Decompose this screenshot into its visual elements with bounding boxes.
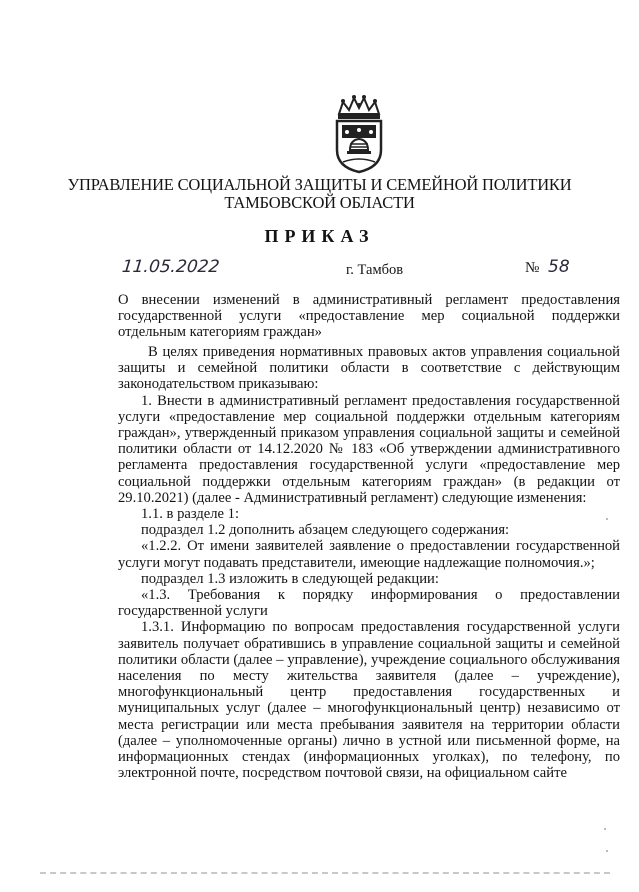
handwritten-number: 58 <box>548 257 570 277</box>
handwritten-date: 11.05.2022 <box>120 257 221 277</box>
page-edge-scan-line <box>40 872 610 876</box>
number-label: № <box>525 260 540 276</box>
body-paragraph: 1.3.1. Информацию по вопросам предоставления государственной услуги заявитель получает обратившись в управление социальной защиты и семейной политики области (далее – управление), учреждение социального обслуживания населения по месту жительства заявителя (далее – учреждение), многофункциональный центр предоставления государственных и муниципальных услуг (далее – многофункциональный центр) независимо от места регистрации или места пребывания заявителя на территории области (далее – уполномоченные органы) лично в устной или письменной форме, на информационных стендах (информационных уголках), по телефону, по электронной почте, посредством почтовой связи, на официальном сайте <box>118 619 620 782</box>
body-paragraph: подраздел 1.3 изложить в следующей редакции: <box>141 570 439 587</box>
document-type-title: ПРИКАЗ <box>264 226 375 246</box>
body-paragraph: 1. Внести в административный регламент предоставления государственной услуги «предоставление мер социальной поддержки отдельным категориям граждан», утвержденный приказом управления социальной защиты и семейной политики области от 14.12.2020 № 183 «Об утверждении административного регламента предоставления государственной услуги «предоставление мер социальной поддержки отдельным категориям граждан» (в редакции от 29.10.2021) (далее - Административный регламент) следующие изменения: <box>118 392 620 506</box>
order-body <box>118 344 620 781</box>
org-name-line1: УПРАВЛЕНИЕ СОЦИАЛЬНОЙ ЗАЩИТЫ И СЕМЕЙНОЙ ПОЛИТИКИ <box>67 175 572 194</box>
tambov-coat-of-arms-icon <box>333 92 385 174</box>
body-paragraph: подраздел 1.2 дополнить абзацем следующего содержания: <box>141 522 510 539</box>
scan-speck <box>606 850 608 852</box>
scan-speck <box>606 518 608 520</box>
city-label: г. Тамбов <box>346 262 404 278</box>
body-paragraph: 1.1. в разделе 1: <box>141 506 240 523</box>
org-name-line2: ТАМБОВСКОЙ ОБЛАСТИ <box>224 193 415 212</box>
scan-speck <box>604 828 606 830</box>
order-subject: О внесении изменений в административный регламент предоставления государственной услуги «предоставление мер социальной поддержки отдельным категориям граждан» <box>118 292 620 341</box>
body-paragraph: «1.2.2. От имени заявителей заявление о предоставлении государственной услуги могут подавать представители, имеющие надлежащие полномочия.»; <box>118 538 620 571</box>
body-paragraph: «1.3. Требования к порядку информирования о предоставлении государственной услуги <box>118 587 620 620</box>
body-paragraph: В целях приведения нормативных правовых актов управления социальной защиты и семейной политики области в соответствие с действующим законодательством приказываю: <box>118 344 620 393</box>
